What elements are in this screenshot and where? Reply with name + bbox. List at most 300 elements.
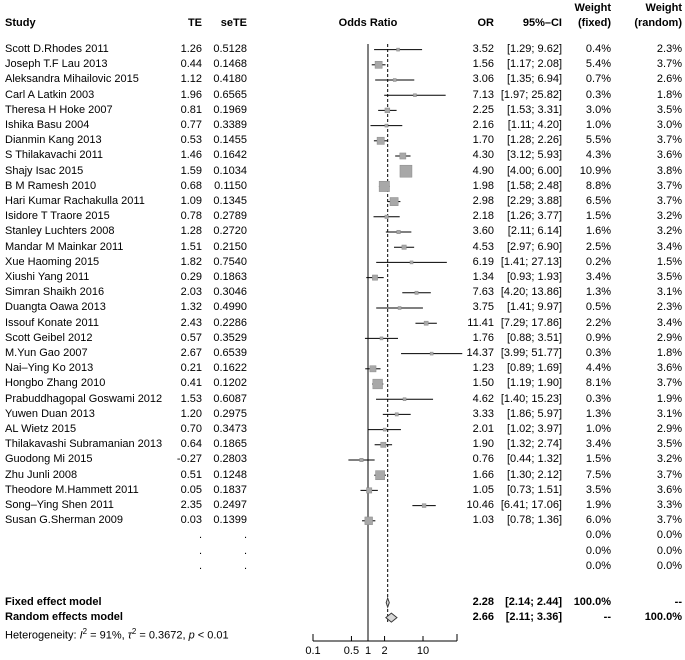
study-row xyxy=(0,437,685,452)
or-value: 4.62 xyxy=(472,392,494,405)
te-value: 0.05 xyxy=(180,483,202,496)
or-value: 2.16 xyxy=(472,119,494,131)
ci-value: [0.44; 1.32] xyxy=(506,453,562,466)
te-value: 0.03 xyxy=(180,514,202,527)
study-row xyxy=(0,468,685,483)
x-tick-label: 10 xyxy=(416,645,430,657)
study-row xyxy=(0,407,685,422)
sete-value: . xyxy=(243,529,247,542)
sete-value: 0.2286 xyxy=(213,316,247,329)
te-value: . xyxy=(198,544,202,557)
te-value: 0.70 xyxy=(180,423,202,435)
or-value: 1.70 xyxy=(472,134,494,147)
ci-value: [4.20; 13.86] xyxy=(500,286,562,299)
random-effects-weight-random: 100.0% xyxy=(644,611,682,623)
te-value: 1.32 xyxy=(180,301,202,314)
ci-value: [4.00; 6.00] xyxy=(506,164,562,177)
study-row xyxy=(0,57,685,72)
sete-value: 0.5128 xyxy=(213,43,247,55)
study-row xyxy=(0,148,685,163)
or-value: 2.25 xyxy=(472,103,494,116)
study-row xyxy=(0,392,685,407)
header-odds-ratio: Odds Ratio xyxy=(338,17,398,29)
sete-value: 0.3389 xyxy=(213,119,247,131)
weight-random-value: 0.0% xyxy=(656,544,682,557)
sete-value: 0.2150 xyxy=(213,240,247,253)
weight-fixed-value: 4.4% xyxy=(585,362,611,375)
ci-value: [7.29; 17.86] xyxy=(500,316,562,329)
weight-fixed-value: 1.5% xyxy=(585,210,611,223)
or-value: 4.90 xyxy=(472,164,494,177)
weight-random-value: 3.7% xyxy=(656,468,682,481)
study-name: Isidore T Traore 2015 xyxy=(5,210,110,223)
header-study: Study xyxy=(5,17,36,29)
or-value: 7.63 xyxy=(472,286,494,299)
weight-random-value: 3.5% xyxy=(656,438,682,451)
sete-value: 0.3473 xyxy=(213,423,247,435)
ci-value: [3.99; 51.77] xyxy=(500,347,562,359)
te-value: 0.41 xyxy=(180,377,202,390)
het-tau-sup: 2 xyxy=(131,627,137,636)
study-row xyxy=(0,133,685,148)
weight-fixed-value: 1.6% xyxy=(585,225,611,238)
weight-fixed-value: 0.0% xyxy=(585,544,611,557)
te-value: 1.09 xyxy=(180,195,202,207)
study-name: Scott Geibel 2012 xyxy=(5,331,93,344)
te-value: 0.81 xyxy=(180,103,202,116)
or-value: 1.03 xyxy=(472,514,494,527)
sete-value: . xyxy=(243,544,247,557)
study-row xyxy=(0,194,685,209)
ci-value: [0.93; 1.93] xyxy=(506,271,562,283)
fixed-effect-ci: [2.14; 2.44] xyxy=(505,596,562,608)
weight-fixed-value: 0.9% xyxy=(585,331,611,344)
study-row xyxy=(0,422,685,437)
study-name: Thilakavashi Subramanian 2013 xyxy=(5,438,163,451)
study-row xyxy=(0,346,685,361)
het-i-sup: 2 xyxy=(82,627,88,636)
ci-value: [1.86; 5.97] xyxy=(506,407,562,420)
fixed-effect-weight-random: -- xyxy=(674,596,682,608)
study-name: Stanley Luchters 2008 xyxy=(5,225,115,238)
weight-fixed-value: 1.0% xyxy=(585,423,611,435)
weight-random-value: 3.6% xyxy=(656,362,682,375)
weight-random-value: 3.3% xyxy=(656,499,682,511)
weight-fixed-value: 3.0% xyxy=(585,103,611,116)
sete-value: 0.1150 xyxy=(214,179,247,192)
weight-random-value: 2.6% xyxy=(656,73,682,86)
study-row xyxy=(0,88,685,103)
study-name: Prabuddhagopal Goswami 2012 xyxy=(5,392,163,405)
weight-fixed-value: 0.5% xyxy=(585,301,611,314)
weight-random-value: 3.1% xyxy=(656,407,682,420)
te-value: 2.03 xyxy=(180,286,202,299)
weight-fixed-value: 0.0% xyxy=(585,559,611,572)
study-name: Nai–Ying Ko 2013 xyxy=(5,362,94,375)
weight-fixed-value: 0.3% xyxy=(585,347,611,359)
weight-fixed-value: 6.5% xyxy=(585,195,611,207)
study-name: Susan G.Sherman 2009 xyxy=(5,514,124,527)
study-name: Joseph T.F Lau 2013 xyxy=(5,58,108,71)
study-row xyxy=(0,300,685,315)
study-row xyxy=(0,255,685,270)
weight-fixed-value: 2.2% xyxy=(585,316,611,329)
weight-random-value: 3.2% xyxy=(656,210,682,223)
random-effects-ci: [2.11; 3.36] xyxy=(505,611,562,623)
fixed-effect-row xyxy=(0,595,685,610)
or-value: 3.75 xyxy=(472,301,494,314)
ci-value: [1.41; 27.13] xyxy=(500,255,562,268)
weight-fixed-value: 5.5% xyxy=(585,134,611,147)
weight-fixed-value: 3.5% xyxy=(585,483,611,496)
te-value: 0.68 xyxy=(180,179,202,192)
sete-value: 0.1034 xyxy=(213,164,247,177)
study-name: Hari Kumar Rachakulla 2011 xyxy=(5,195,145,207)
or-value: 3.06 xyxy=(472,73,494,86)
random-effects-weight-fixed: -- xyxy=(603,611,611,623)
or-value: 14.37 xyxy=(466,347,494,359)
ci-value: [1.97; 25.82] xyxy=(500,88,562,101)
sete-value: 0.1202 xyxy=(213,377,247,390)
te-value: 1.28 xyxy=(180,225,202,238)
sete-value: 0.3529 xyxy=(213,331,247,344)
weight-random-value: 1.8% xyxy=(656,88,682,101)
te-value: . xyxy=(198,529,202,542)
weight-random-value: 3.7% xyxy=(656,377,682,390)
sete-value: 0.6565 xyxy=(213,88,247,101)
sete-value: 0.1642 xyxy=(213,149,247,162)
weight-random-value: 3.2% xyxy=(656,453,682,466)
te-value: 1.26 xyxy=(180,43,202,55)
ci-value: [1.29; 9.62] xyxy=(506,43,562,55)
weight-random-value: 2.3% xyxy=(656,301,682,314)
weight-fixed-value: 1.3% xyxy=(585,286,611,299)
ci-value: [1.19; 1.90] xyxy=(506,377,562,390)
or-value: 2.01 xyxy=(472,423,494,435)
weight-random-value: 3.7% xyxy=(656,179,682,192)
study-name: Hongbo Zhang 2010 xyxy=(5,377,106,390)
or-value: 4.30 xyxy=(472,149,494,162)
ci-value: [1.11; 4.20] xyxy=(507,119,562,131)
x-tick-label: 0.1 xyxy=(305,645,321,657)
study-row xyxy=(0,285,685,300)
sete-value: 0.1863 xyxy=(213,271,247,283)
weight-fixed-value: 8.1% xyxy=(585,377,611,390)
study-row xyxy=(0,72,685,87)
ci-value: [0.78; 1.36] xyxy=(506,514,562,527)
te-value: . xyxy=(198,559,202,572)
weight-random-value: 2.9% xyxy=(656,331,682,344)
sete-value: 0.1399 xyxy=(213,514,247,527)
sete-value: 0.1865 xyxy=(213,438,247,451)
study-name: Song–Ying Shen 2011 xyxy=(5,499,114,511)
ci-value: [0.73; 1.51] xyxy=(506,483,562,496)
sete-value: 0.1969 xyxy=(213,103,247,116)
study-row xyxy=(0,103,685,118)
weight-random-value: 3.7% xyxy=(656,58,682,71)
te-value: 0.51 xyxy=(180,468,202,481)
fixed-effect-or: 2.28 xyxy=(472,596,494,608)
te-value: 2.67 xyxy=(180,347,202,359)
sete-value: 0.7540 xyxy=(213,255,247,268)
te-value: 1.59 xyxy=(180,164,202,177)
sete-value: 0.1455 xyxy=(213,134,247,147)
sete-value: 0.1468 xyxy=(213,58,247,71)
or-value: 1.66 xyxy=(472,468,494,481)
sete-value: 0.4180 xyxy=(213,73,247,86)
te-value: 1.96 xyxy=(180,88,202,101)
ci-value: [2.29; 3.88] xyxy=(506,195,562,207)
study-name: Theodore M.Hammett 2011 xyxy=(5,483,139,496)
te-value: 0.29 xyxy=(180,271,202,283)
study-name: Yuwen Duan 2013 xyxy=(5,407,95,420)
weight-fixed-value: 7.5% xyxy=(585,468,611,481)
weight-random-value: 3.5% xyxy=(656,103,682,116)
or-value: 1.90 xyxy=(472,438,494,451)
weight-fixed-value: 0.3% xyxy=(585,392,611,405)
or-value: 6.19 xyxy=(472,255,494,268)
weight-random-value: 3.1% xyxy=(656,286,682,299)
or-value: 0.76 xyxy=(472,453,494,466)
sete-value: 0.2720 xyxy=(213,225,247,238)
or-value: 7.13 xyxy=(472,88,494,101)
weight-random-value: 3.6% xyxy=(656,149,682,162)
ci-value: [1.26; 3.77] xyxy=(506,210,562,223)
weight-random-value: 3.8% xyxy=(656,164,682,177)
te-value: 1.82 xyxy=(180,255,202,268)
weight-random-value: 1.5% xyxy=(656,255,682,268)
fixed-effect-label: Fixed effect model xyxy=(5,596,102,608)
te-value: 1.46 xyxy=(180,149,202,162)
study-name: Aleksandra Mihailovic 2015 xyxy=(5,73,139,86)
random-effects-or: 2.66 xyxy=(472,611,494,623)
het-i-stat: I xyxy=(79,629,83,642)
te-value: 1.12 xyxy=(180,73,202,86)
ci-value: [1.40; 15.23] xyxy=(500,392,562,405)
weight-random-value: 2.3% xyxy=(656,43,682,55)
study-name: B M Ramesh 2010 xyxy=(5,179,97,192)
weight-random-value: 2.9% xyxy=(656,423,682,435)
study-name: Zhu Junli 2008 xyxy=(5,468,78,481)
or-value: 3.33 xyxy=(472,407,494,420)
te-value: 1.20 xyxy=(180,407,202,420)
sete-value: 0.2803 xyxy=(213,453,247,466)
or-value: 1.98 xyxy=(472,179,494,192)
ci-value: [6.41; 17.06] xyxy=(500,499,562,511)
study-name: AL Wietz 2015 xyxy=(5,423,77,435)
sete-value: 0.4990 xyxy=(213,301,247,314)
ci-value: [1.30; 2.12] xyxy=(506,468,562,481)
or-value: 11.41 xyxy=(467,316,494,329)
te-value: 2.43 xyxy=(180,316,202,329)
weight-fixed-value: 1.5% xyxy=(585,453,611,466)
study-name: Guodong Mi 2015 xyxy=(5,453,93,466)
x-tick-label: 1 xyxy=(364,645,372,657)
sete-value: 0.1248 xyxy=(213,468,247,481)
study-name: Issouf Konate 2011 xyxy=(5,316,99,329)
weight-random-value: 3.7% xyxy=(656,195,682,207)
header-sete: seTE xyxy=(220,17,247,29)
study-name: Dianmin Kang 2013 xyxy=(5,134,102,147)
het-prefix: Heterogeneity: xyxy=(5,629,80,642)
te-value: 0.57 xyxy=(180,331,202,344)
or-value: 1.50 xyxy=(472,377,494,390)
random-effects-label: Random effects model xyxy=(5,611,123,623)
study-row xyxy=(0,376,685,391)
weight-random-value: 3.4% xyxy=(656,316,682,329)
weight-fixed-value: 5.4% xyxy=(585,58,611,71)
study-row xyxy=(0,209,685,224)
sete-value: 0.6539 xyxy=(213,347,247,359)
study-name: Duangta Oawa 2013 xyxy=(5,301,106,314)
study-name: M.Yun Gao 2007 xyxy=(5,347,88,359)
study-row xyxy=(0,179,685,194)
ci-value: [1.35; 6.94] xyxy=(506,73,562,86)
ci-value: [1.53; 3.31] xyxy=(506,103,562,116)
te-value: 0.78 xyxy=(180,210,202,223)
study-row xyxy=(0,224,685,239)
heterogeneity-note xyxy=(5,627,229,642)
weight-fixed-value: 6.0% xyxy=(585,514,611,527)
weight-random-value: 3.7% xyxy=(656,514,682,527)
study-row xyxy=(0,513,685,528)
study-row xyxy=(0,498,685,513)
weight-fixed-value: 0.2% xyxy=(585,255,611,268)
x-tick-label: 0.5 xyxy=(343,645,360,657)
study-row xyxy=(0,118,685,133)
ci-value: [1.17; 2.08] xyxy=(506,58,562,71)
study-name: Scott D.Rhodes 2011 xyxy=(5,43,109,55)
weight-fixed-value: 0.0% xyxy=(585,529,611,542)
weight-fixed-value: 8.8% xyxy=(585,179,611,192)
study-name: Carl A Latkin 2003 xyxy=(5,88,95,101)
het-p-value: < 0.01 xyxy=(194,629,229,642)
sete-value: 0.6087 xyxy=(213,392,247,405)
random-effects-row xyxy=(0,610,685,625)
study-row xyxy=(0,240,685,255)
header-weight-fixed: (fixed) xyxy=(578,17,611,29)
or-value: 1.05 xyxy=(472,483,494,496)
weight-fixed-value: 2.5% xyxy=(585,240,611,253)
study-row xyxy=(0,452,685,467)
study-name: Ishika Basu 2004 xyxy=(5,119,90,131)
or-value: 3.60 xyxy=(472,225,494,238)
ci-value: [3.12; 5.93] xyxy=(506,149,562,162)
het-p-stat: p xyxy=(188,629,195,642)
het-tau-value: = 0.3672, xyxy=(136,629,189,642)
study-rows xyxy=(0,42,685,575)
weight-fixed-value: 1.3% xyxy=(585,407,611,420)
te-value: -0.27 xyxy=(176,453,202,466)
te-value: 0.21 xyxy=(180,362,202,375)
study-row xyxy=(0,361,685,376)
study-name: Shajy Isac 2015 xyxy=(5,164,84,177)
weight-random-value: 0.0% xyxy=(656,559,682,572)
weight-random-value: 1.9% xyxy=(656,392,682,405)
ci-value: [2.11; 6.14] xyxy=(507,225,562,238)
x-tick-label: 2 xyxy=(381,645,388,657)
ci-value: [1.02; 3.97] xyxy=(506,423,562,435)
weight-fixed-value: 0.3% xyxy=(585,88,611,101)
study-row xyxy=(0,164,685,179)
ci-value: [0.88; 3.51] xyxy=(506,331,562,344)
header-weight-fixed-top: Weight xyxy=(574,2,611,14)
weight-random-value: 3.6% xyxy=(656,483,682,496)
te-value: 0.64 xyxy=(180,438,202,451)
ci-value: [0.89; 1.69] xyxy=(506,362,562,375)
study-name: Xue Haoming 2015 xyxy=(5,255,100,268)
weight-fixed-value: 0.4% xyxy=(585,43,611,55)
study-row xyxy=(0,331,685,346)
weight-fixed-value: 10.9% xyxy=(579,164,611,177)
study-row xyxy=(0,270,685,285)
weight-fixed-value: 1.9% xyxy=(585,499,611,511)
het-i-value: = 91%, xyxy=(87,629,128,642)
or-value: 1.34 xyxy=(472,271,494,283)
or-value: 1.56 xyxy=(472,58,494,71)
weight-fixed-value: 4.3% xyxy=(585,149,611,162)
te-value: 0.77 xyxy=(180,119,202,131)
te-value: 2.35 xyxy=(180,499,202,511)
study-name: Xiushi Yang 2011 xyxy=(5,271,90,283)
ci-value: [1.58; 2.48] xyxy=(506,179,562,192)
or-value: 1.23 xyxy=(472,362,494,375)
study-row xyxy=(0,42,685,57)
or-value: 2.98 xyxy=(472,195,494,207)
study-name: Mandar M Mainkar 2011 xyxy=(5,240,124,253)
weight-random-value: 1.8% xyxy=(656,347,682,359)
te-value: 0.53 xyxy=(180,134,202,147)
ci-value: [1.28; 2.26] xyxy=(506,134,562,147)
ci-value: [1.41; 9.97] xyxy=(506,301,562,314)
study-name: Simran Shaikh 2016 xyxy=(5,286,105,299)
weight-random-value: 3.7% xyxy=(656,134,682,147)
sete-value: 0.1837 xyxy=(213,483,247,496)
ci-value: [1.32; 2.74] xyxy=(506,438,562,451)
or-value: 10.46 xyxy=(466,499,494,511)
sete-value: 0.2497 xyxy=(213,499,247,511)
sete-value: 0.2789 xyxy=(213,210,247,223)
sete-value: 0.2975 xyxy=(213,407,247,420)
study-row xyxy=(0,483,685,498)
empty-row xyxy=(0,559,685,574)
weight-fixed-value: 3.4% xyxy=(585,271,611,283)
weight-random-value: 0.0% xyxy=(656,529,682,542)
te-value: 1.51 xyxy=(180,240,202,253)
sete-value: 0.1622 xyxy=(213,362,247,375)
header-te: TE xyxy=(187,17,202,29)
sete-value: 0.1345 xyxy=(213,195,247,207)
weight-fixed-value: 3.4% xyxy=(585,438,611,451)
or-value: 4.53 xyxy=(472,240,494,253)
empty-row xyxy=(0,528,685,543)
sete-value: . xyxy=(243,559,247,572)
study-name: S Thilakavachi 2011 xyxy=(5,149,104,162)
te-value: 1.53 xyxy=(180,392,202,405)
weight-random-value: 3.4% xyxy=(656,240,682,253)
weight-random-value: 3.5% xyxy=(656,271,682,283)
study-row xyxy=(0,316,685,331)
sete-value: 0.3046 xyxy=(213,286,247,299)
empty-row xyxy=(0,544,685,559)
ci-value: [2.97; 6.90] xyxy=(506,240,562,253)
header-or: OR xyxy=(477,17,494,29)
weight-fixed-value: 0.7% xyxy=(585,73,611,86)
header-weight-random: (random) xyxy=(634,17,682,29)
or-value: 3.52 xyxy=(472,43,494,55)
header-weight-random-top: Weight xyxy=(645,2,682,14)
or-value: 2.18 xyxy=(472,210,494,223)
